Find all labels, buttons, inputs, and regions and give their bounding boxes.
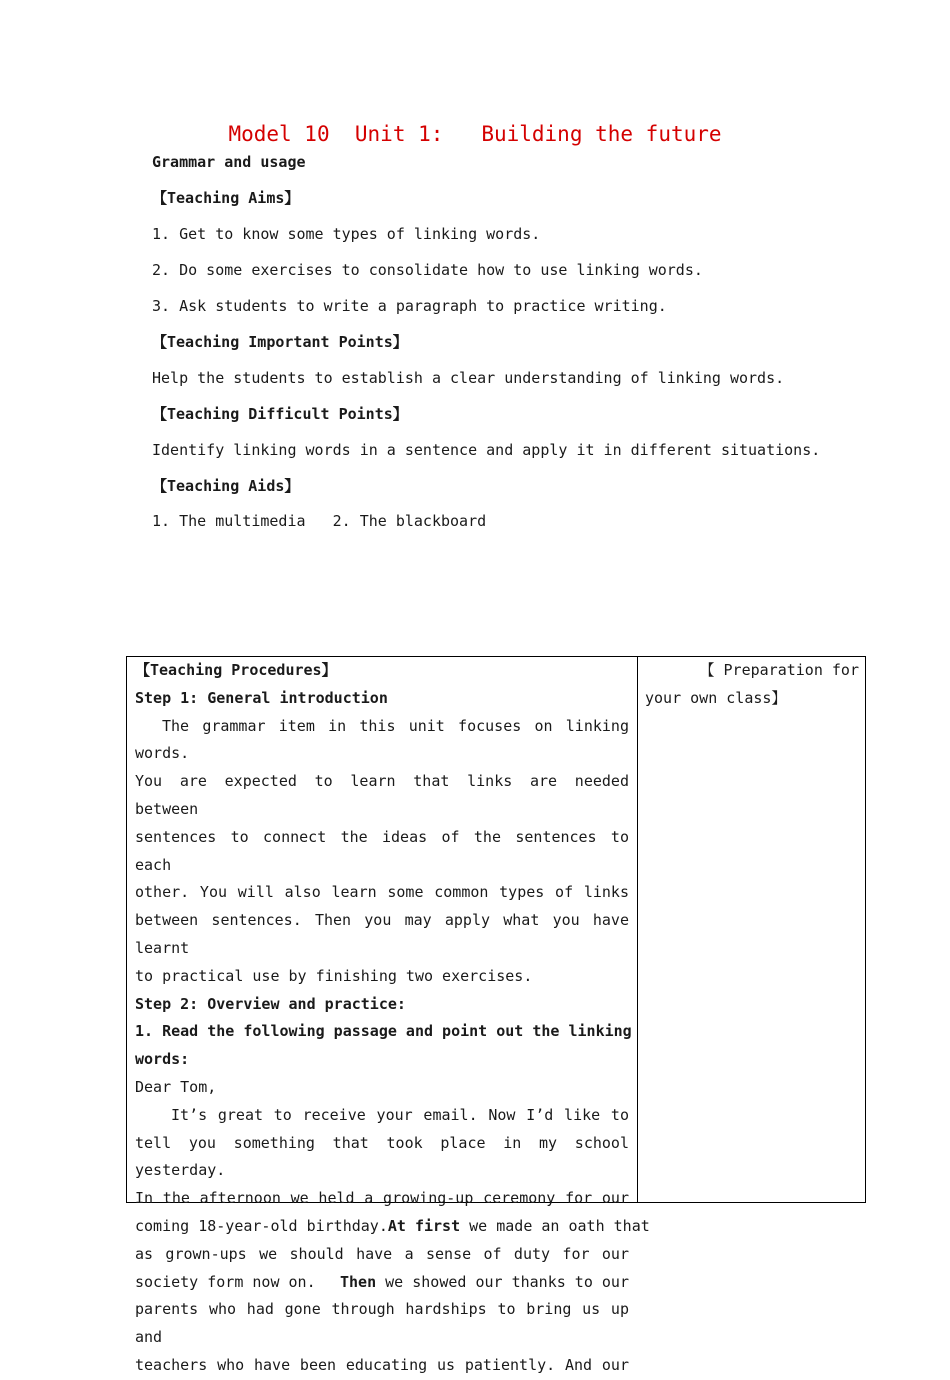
- letter-line-part: [388, 1213, 650, 1241]
- letter-greeting: Dear Tom,: [135, 1077, 217, 1096]
- preparation-heading-cont: your own class】: [645, 688, 787, 707]
- aims-item: 3. Ask students to write a paragraph to practice writing.: [152, 297, 667, 315]
- letter-line-part: [340, 1269, 629, 1297]
- letter-line-part: society form now on.: [135, 1272, 316, 1291]
- aims-item: 1. Get to know some types of linking words.: [152, 225, 541, 243]
- letter-line-part: coming 18-year-old birthday.: [135, 1216, 388, 1235]
- linking-word-at-first: At first: [387, 1216, 461, 1235]
- step1-line: other. You will also learn some common types of links: [135, 883, 629, 902]
- table-divider: [637, 657, 638, 1202]
- step1-line: The grammar item in this unit focuses on linking words.: [135, 716, 629, 763]
- procedures-cell: [135, 657, 650, 1374]
- letter-line-part: we showed our thanks to our: [376, 1272, 629, 1291]
- letter-line: as grown-ups we should have a sense of duty for our: [135, 1244, 629, 1263]
- teaching-aims-heading: 【Teaching Aims】: [152, 189, 300, 207]
- linking-word-then: Then: [340, 1272, 377, 1291]
- procedures-heading: 【Teaching Procedures】: [135, 661, 337, 679]
- difficult-points-heading: 【Teaching Difficult Points】: [152, 405, 408, 423]
- letter-line: In the afternoon we held a growing-up ceremony for our: [135, 1189, 629, 1208]
- teaching-aids-heading: 【Teaching Aids】: [152, 477, 300, 495]
- letter-line: tell you something that took place in my school yesterday.: [135, 1133, 629, 1180]
- step1-line: between sentences. Then you may apply what you have learnt: [135, 911, 629, 957]
- page-title: Model 10 Unit 1: Building the future: [228, 122, 722, 146]
- letter-line: It’s great to receive your email. Now I’d like to: [171, 1105, 629, 1124]
- step1-line: You are expected to learn that links are needed between: [135, 772, 629, 818]
- step1-line: to practical use by finishing two exercises.: [135, 966, 533, 985]
- teaching-aids-text: 1. The multimedia 2. The blackboard: [152, 512, 487, 530]
- letter-line: teachers who have been educating us patiently. And our: [135, 1355, 629, 1374]
- step1-title: Step 1: General introduction: [135, 688, 388, 707]
- step2-title: Step 2: Overview and practice:: [135, 994, 406, 1013]
- letter-line-part: we made an oath that: [460, 1216, 650, 1235]
- important-points-text: Help the students to establish a clear understanding of linking words.: [152, 369, 785, 387]
- procedures-table: [126, 656, 866, 1374]
- preparation-heading: 【 Preparation for: [699, 661, 859, 679]
- important-points-heading: 【Teaching Important Points】: [152, 333, 408, 351]
- letter-line: [135, 1213, 650, 1241]
- preparation-cell: [645, 657, 859, 713]
- letter-line: [135, 1269, 629, 1297]
- step1-line: sentences to connect the ideas of the sentences to each: [135, 827, 629, 874]
- letter-line: parents who had gone through hardships to bring us up and: [135, 1300, 629, 1347]
- aims-item: 2. Do some exercises to consolidate how to use linking words.: [152, 261, 703, 279]
- difficult-points-text: Identify linking words in a sentence and apply it in different situations.: [152, 441, 821, 459]
- task1-line: words:: [135, 1050, 190, 1069]
- task1-line: 1. Read the following passage and point out the linking: [135, 1022, 632, 1041]
- page-subtitle: Grammar and usage: [152, 153, 306, 171]
